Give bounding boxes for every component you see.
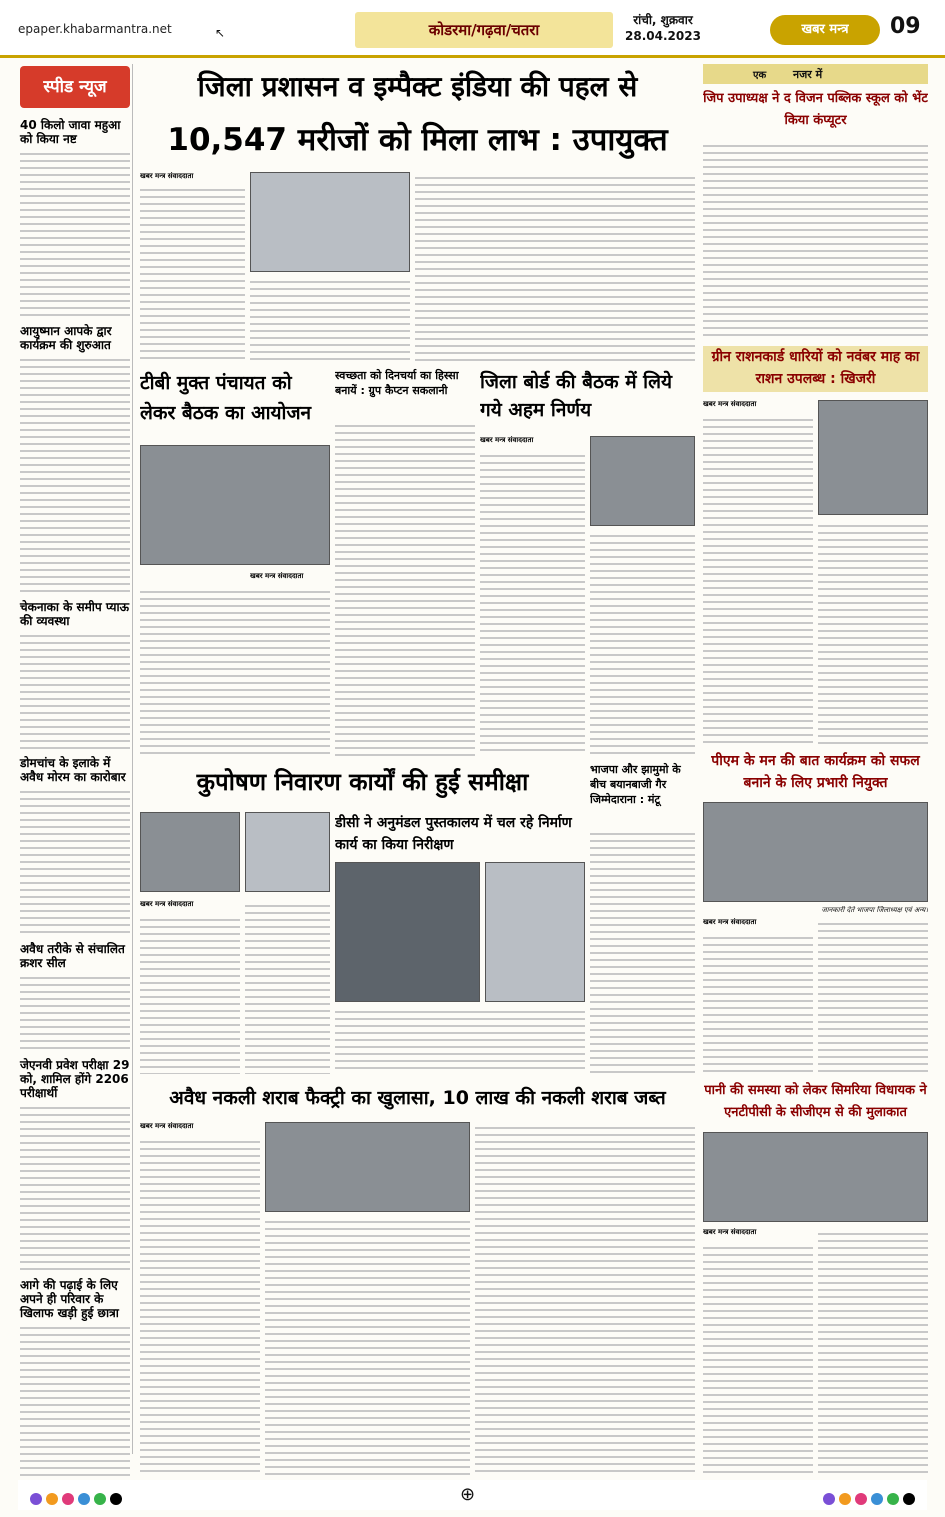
speed-news-badge: स्पीड न्यूज <box>20 66 130 108</box>
nutrition-story-text <box>140 914 240 1074</box>
registration-dot <box>30 1493 42 1505</box>
left-item-body <box>20 1322 130 1480</box>
left-item-body <box>20 786 130 936</box>
registration-dot <box>94 1493 106 1505</box>
page-number: 09 <box>890 14 921 39</box>
tb-story-photo <box>140 445 330 565</box>
left-item-body <box>20 148 130 318</box>
left-item-body <box>20 354 130 594</box>
board-story-text <box>480 450 585 756</box>
reporter-credit: खबर मन्त्र संवाददाता <box>703 918 757 926</box>
computer-story-text <box>703 140 928 340</box>
left-item-title: अवैध तरीके से संचालित क्रशर सील <box>20 942 125 970</box>
registration-dot <box>46 1493 58 1505</box>
reporter-credit: खबर मन्त्र संवाददाता <box>140 900 194 908</box>
water-story-headline: पानी की समस्या को लेकर सिमरिया विधायक ने एनटीपीसी के सीजीएम से की मुलाकात <box>704 1083 927 1120</box>
registration-dot <box>887 1493 899 1505</box>
library-story-headline: डीसी ने अनुमंडल पुस्तकालय में चल रहे निर्माण कार्य का किया निरीक्षण <box>335 815 572 853</box>
left-item-title: डोमचांच के इलाके में अवैध मोरम का कारोबार <box>20 756 126 784</box>
liquor-story-text <box>475 1122 695 1476</box>
left-item-title: चेकनाका के समीप प्याऊ की व्यवस्था <box>20 600 129 628</box>
ration-story-headline: ग्रीन राशनकार्ड धारियों को नवंबर माह का राशन उपलब्ध : खिजरी <box>703 346 928 392</box>
water-story-photo <box>703 1132 928 1222</box>
pm-story-text <box>703 932 813 1072</box>
reporter-credit: खबर मन्त्र संवाददाता <box>480 436 534 444</box>
page-footer <box>18 1480 927 1510</box>
water-story-text <box>818 1228 928 1476</box>
bjp-story-headline: भाजपा और झामुमो के बीच बयानबाजी गैर जिम्मेदाराना : मंटू <box>590 763 681 806</box>
lead-headline-line1: जिला प्रशासन व इम्पैक्ट इंडिया की पहल से <box>197 70 638 103</box>
registration-dot <box>823 1493 835 1505</box>
left-item-title: जेएनवी प्रवेश परीक्षा 29 को, शामिल होंगे 2206 परीक्षार्थी <box>20 1058 130 1100</box>
registration-dot <box>78 1493 90 1505</box>
registration-mark-icon: ⊕ <box>460 1484 476 1505</box>
tb-story-headline: टीबी मुक्त पंचायत को लेकर बैठक का आयोजन <box>140 372 312 424</box>
nutrition-photo <box>140 812 240 892</box>
pm-story-headline: पीएम के मन की बात कार्यक्रम को सफल बनाने के लिए प्रभारी नियुक्त <box>711 753 920 791</box>
nutrition-story-text <box>245 900 330 1074</box>
liquor-photo <box>265 1122 470 1212</box>
registration-dot <box>110 1493 122 1505</box>
lead-story-text <box>250 276 410 364</box>
nazar-label: नजर में <box>793 68 823 81</box>
registration-dot <box>839 1493 851 1505</box>
left-item-title: 40 किलो जावा महुआ को किया नष्ट <box>20 118 121 146</box>
board-story-headline: जिला बोर्ड की बैठक में लिये गये अहम निर्णय <box>480 371 673 421</box>
reporter-credit: खबर मन्त्र संवाददाता <box>250 572 304 580</box>
reporter-credit: खबर मन्त्र संवाददाता <box>140 1122 194 1130</box>
site-url[interactable]: epaper.khabarmantra.net <box>18 22 172 36</box>
left-item-body <box>20 630 130 750</box>
liquor-story-headline: अवैध नकली शराब फैक्ट्री का खुलासा, 10 लाख की नकली शराब जब्त <box>169 1087 666 1109</box>
registration-dot <box>871 1493 883 1505</box>
reporter-credit: खबर मन्त्र संवाददाता <box>703 400 757 408</box>
left-item-title: आगे की पढ़ाई के लिए अपने ही परिवार के खिलाफ खड़ी हुई छात्रा <box>20 1278 119 1320</box>
lead-story-text <box>415 172 695 364</box>
tb-story-text <box>140 586 330 756</box>
board-story-text <box>590 530 695 756</box>
library-story-text <box>335 1006 585 1074</box>
lead-story-photo <box>250 172 410 272</box>
nutrition-story-headline: कुपोषण निवारण कार्यों की हुई समीक्षा <box>196 768 529 796</box>
city-day: रांची, शुक्रवार <box>633 13 693 27</box>
ration-photo <box>818 400 928 515</box>
brand-logo: खबर मन्त्र <box>770 15 880 45</box>
water-story-text <box>703 1242 813 1476</box>
ek-label: एक <box>753 70 767 81</box>
ration-story-text <box>818 520 928 744</box>
computer-story-headline: जिप उपाध्यक्ष ने द विजन पब्लिक स्कूल को भेंट किया कंप्यूटर <box>703 91 928 128</box>
left-news-list <box>18 112 132 1480</box>
ek-nazar-banner <box>703 64 928 84</box>
cursor-icon: ↖ <box>215 26 226 40</box>
board-story-photo <box>590 436 695 526</box>
left-item-title: आयुष्मान आपके द्वार कार्यक्रम की शुरुआत <box>20 324 112 352</box>
section-title: कोडरमा/गढ़वा/चतरा <box>355 12 613 48</box>
reporter-credit: खबर मन्त्र संवाददाता <box>140 172 194 180</box>
pm-story-text <box>818 918 928 1072</box>
nutrition-photo <box>245 812 330 892</box>
clean-story-text <box>335 420 475 756</box>
clean-story-headline: स्वच्छता को दिनचर्या का हिस्सा बनायें : ग्रुप कैप्टन सकलानी <box>335 369 459 397</box>
pm-story-photo <box>703 802 928 902</box>
registration-dot <box>62 1493 74 1505</box>
left-item-body <box>20 1102 130 1272</box>
ration-story-text <box>703 414 813 744</box>
liquor-story-text <box>265 1216 470 1476</box>
date-block <box>625 12 701 44</box>
photo-caption: जानकारी देते भाजपा जिलाध्यक्ष एवं अन्य। <box>821 906 928 914</box>
lead-headline-line2: 10,547 मरीजों को मिला लाभ : उपायुक्त <box>167 122 668 158</box>
reporter-credit: खबर मन्त्र संवाददाता <box>703 1228 757 1236</box>
left-item-body <box>20 972 130 1052</box>
registration-dot <box>903 1493 915 1505</box>
liquor-story-text <box>140 1136 260 1476</box>
library-photo <box>335 862 480 1002</box>
registration-dots <box>28 1488 124 1507</box>
bjp-story-text <box>590 828 695 1074</box>
library-photo <box>485 862 585 1002</box>
registration-dot <box>855 1493 867 1505</box>
lead-story-text <box>140 184 245 364</box>
date: 28.04.2023 <box>625 29 701 43</box>
registration-dots <box>821 1488 917 1507</box>
